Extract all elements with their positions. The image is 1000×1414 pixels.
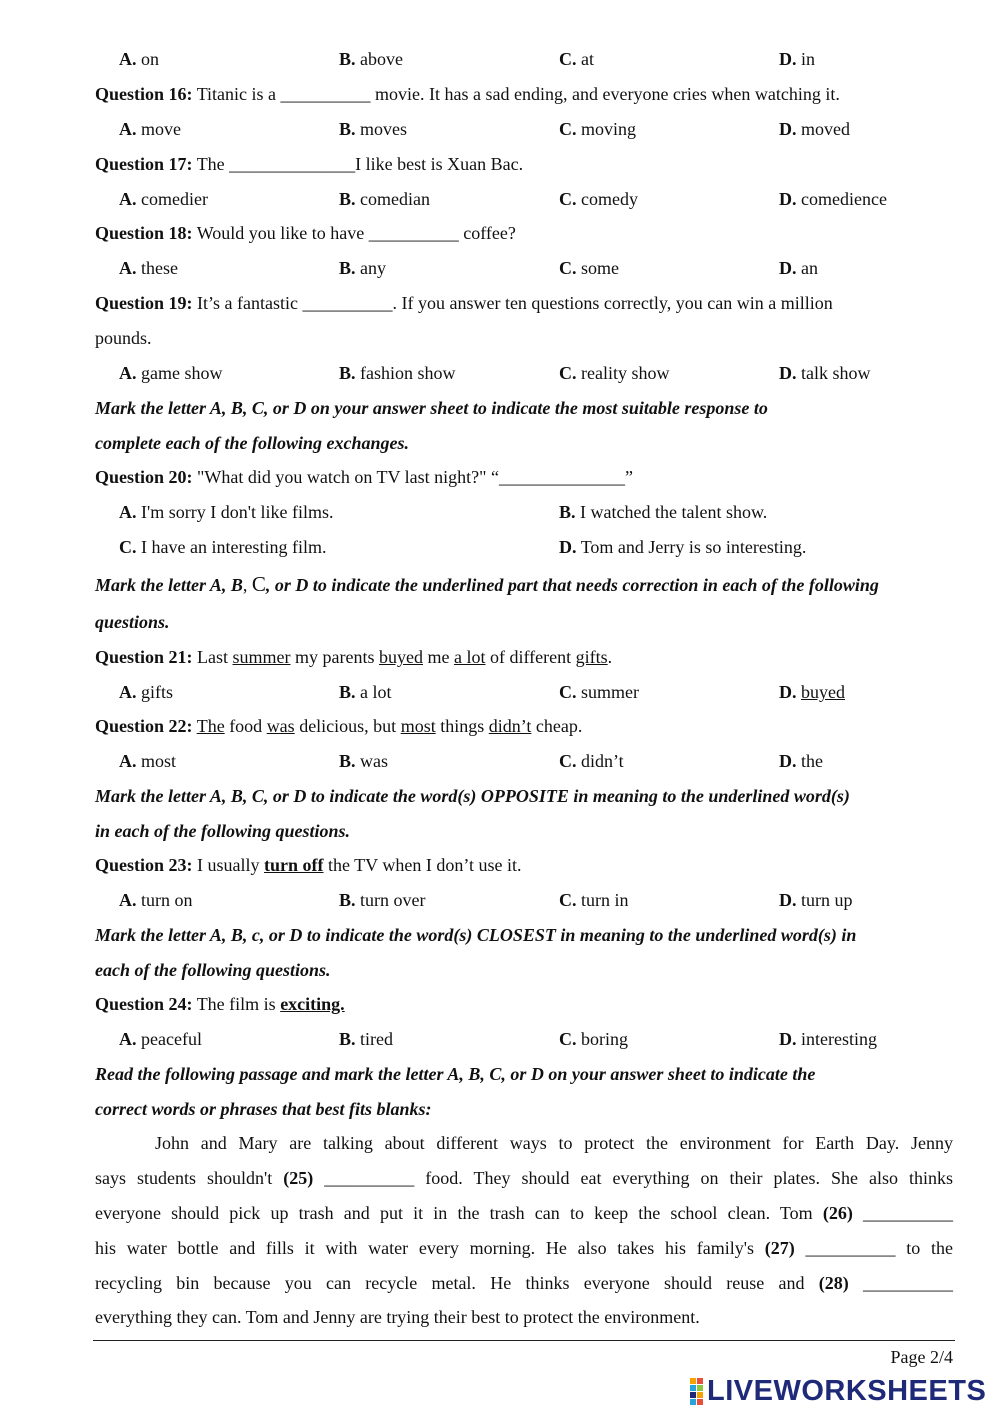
question-17: Question 17: The ______________I like best is Xuan Bac. (95, 154, 524, 174)
q24-option-c: C. boring (559, 1029, 628, 1049)
logo-square (697, 1392, 703, 1398)
instruction-exchanges-line-1: Mark the letter A, B, C, or D on your answer sheet to indicate the most suitable response to (95, 398, 768, 418)
liveworksheets-logo-icon (690, 1378, 703, 1405)
q15-option-c: C. at (559, 49, 594, 69)
instruction-passage-line-1: Read the following passage and mark the letter A, B, C, or D on your answer sheet to indicate the (95, 1064, 816, 1084)
question-24: Question 24: The film is exciting. (95, 994, 345, 1014)
question-19-continuation: pounds. (95, 328, 152, 348)
footer-divider (93, 1340, 955, 1341)
logo-square (697, 1385, 703, 1391)
passage-line-1: John and Mary are talking about different ways to protect the environment for Earth Day. Jenny (155, 1133, 953, 1153)
question-18: Question 18: Would you like to have __________ coffee? (95, 223, 516, 243)
q21-option-d: D. buyed (779, 682, 845, 702)
question-21: Question 21: Last summer my parents buyed me a lot of different gifts. (95, 647, 613, 667)
q22-option-d: D. the (779, 751, 823, 771)
page-number: Page 2/4 (890, 1347, 953, 1367)
q15-option-b: B. above (339, 49, 403, 69)
logo-square (690, 1378, 696, 1384)
logo-square (697, 1378, 703, 1384)
q22-option-b: B. was (339, 751, 389, 771)
q17-option-b: B. comedian (339, 189, 430, 209)
q24-option-a: A. peaceful (119, 1029, 202, 1049)
q20-option-b: B. I watched the talent show. (559, 502, 768, 522)
q16-option-d: D. moved (779, 119, 850, 139)
question-23: Question 23: I usually turn off the TV when I don’t use it. (95, 855, 522, 875)
passage-line-3: everyone should pick up trash and put it in the trash can to keep the school clean. Tom (26) __________ (95, 1203, 953, 1223)
instruction-opposite-line-1: Mark the letter A, B, C, or D to indicate the word(s) OPPOSITE in meaning to the underlined word(s) (95, 786, 850, 806)
q17-option-a: A. comedier (119, 189, 208, 209)
q23-option-c: C. turn in (559, 890, 629, 910)
question-16: Question 16: Titanic is a __________ movie. It has a sad ending, and everyone cries when watching it. (95, 84, 840, 104)
q18-option-d: D. an (779, 258, 818, 278)
question-19: Question 19: It’s a fantastic __________. If you answer ten questions correctly, you can win a million (95, 293, 833, 313)
q20-option-c: C. I have an interesting film. (119, 537, 327, 557)
logo-square (690, 1392, 696, 1398)
q19-option-d: D. talk show (779, 363, 871, 383)
instruction-closest-line-1: Mark the letter A, B, c, or D to indicate the word(s) CLOSEST in meaning to the underlined word(s) in (95, 925, 857, 945)
q18-option-b: B. any (339, 258, 387, 278)
q19-option-b: B. fashion show (339, 363, 456, 383)
logo-square (697, 1399, 703, 1405)
q15-option-d: D. in (779, 49, 816, 69)
q23-option-a: A. turn on (119, 890, 193, 910)
q18-option-a: A. these (119, 258, 178, 278)
q21-option-c: C. summer (559, 682, 639, 702)
passage-line-5: recycling bin because you can recycle metal. He thinks everyone should reuse and (28) __________ (95, 1273, 953, 1293)
q21-option-b: B. a lot (339, 682, 392, 702)
q16-option-c: C. moving (559, 119, 637, 139)
logo-square (690, 1399, 696, 1405)
q20-option-d: D. Tom and Jerry is so interesting. (559, 537, 807, 557)
q17-option-c: C. comedy (559, 189, 638, 209)
q19-option-a: A. game show (119, 363, 223, 383)
q22-option-c: C. didn’t (559, 751, 624, 771)
q16-option-b: B. moves (339, 119, 408, 139)
q24-option-d: D. interesting (779, 1029, 877, 1049)
instruction-passage-line-2: correct words or phrases that best fits blanks: (95, 1099, 432, 1119)
q22-option-a: A. most (119, 751, 177, 771)
question-22: Question 22: The food was delicious, but most things didn’t cheap. (95, 716, 583, 736)
instruction-correction-line-1: Mark the letter A, B, C, or D to indicate the underlined part that needs correction in each of the following (95, 572, 879, 596)
instruction-opposite-line-2: in each of the following questions. (95, 821, 351, 841)
q16-option-a: A. move (119, 119, 181, 139)
q23-option-d: D. turn up (779, 890, 853, 910)
q21-option-a: A. gifts (119, 682, 174, 702)
q15-option-a: A. on (119, 49, 159, 69)
passage-line-2: says students shouldn't (25) __________ food. They should eat everything on their plates. She also thinks (95, 1168, 953, 1188)
q18-option-c: C. some (559, 258, 619, 278)
instruction-correction-line-2: questions. (95, 612, 170, 632)
instruction-exchanges-line-2: complete each of the following exchanges. (95, 433, 409, 453)
passage-line-4: his water bottle and fills it with water every morning. He also takes his family's (27) __________ to the (95, 1238, 953, 1258)
q20-option-a: A. I'm sorry I don't like films. (119, 502, 334, 522)
logo-square (690, 1385, 696, 1391)
q17-option-d: D. comedience (779, 189, 887, 209)
q23-option-b: B. turn over (339, 890, 426, 910)
liveworksheets-logo-text: LIVEWORKSHEETS (707, 1374, 987, 1407)
passage-line-6: everything they can. Tom and Jenny are trying their best to protect the environment. (95, 1307, 700, 1327)
instruction-closest-line-2: each of the following questions. (95, 960, 331, 980)
q19-option-c: C. reality show (559, 363, 670, 383)
liveworksheets-logo (690, 1376, 986, 1406)
q24-option-b: B. tired (339, 1029, 394, 1049)
question-20: Question 20: "What did you watch on TV last night?" “______________” (95, 467, 633, 487)
